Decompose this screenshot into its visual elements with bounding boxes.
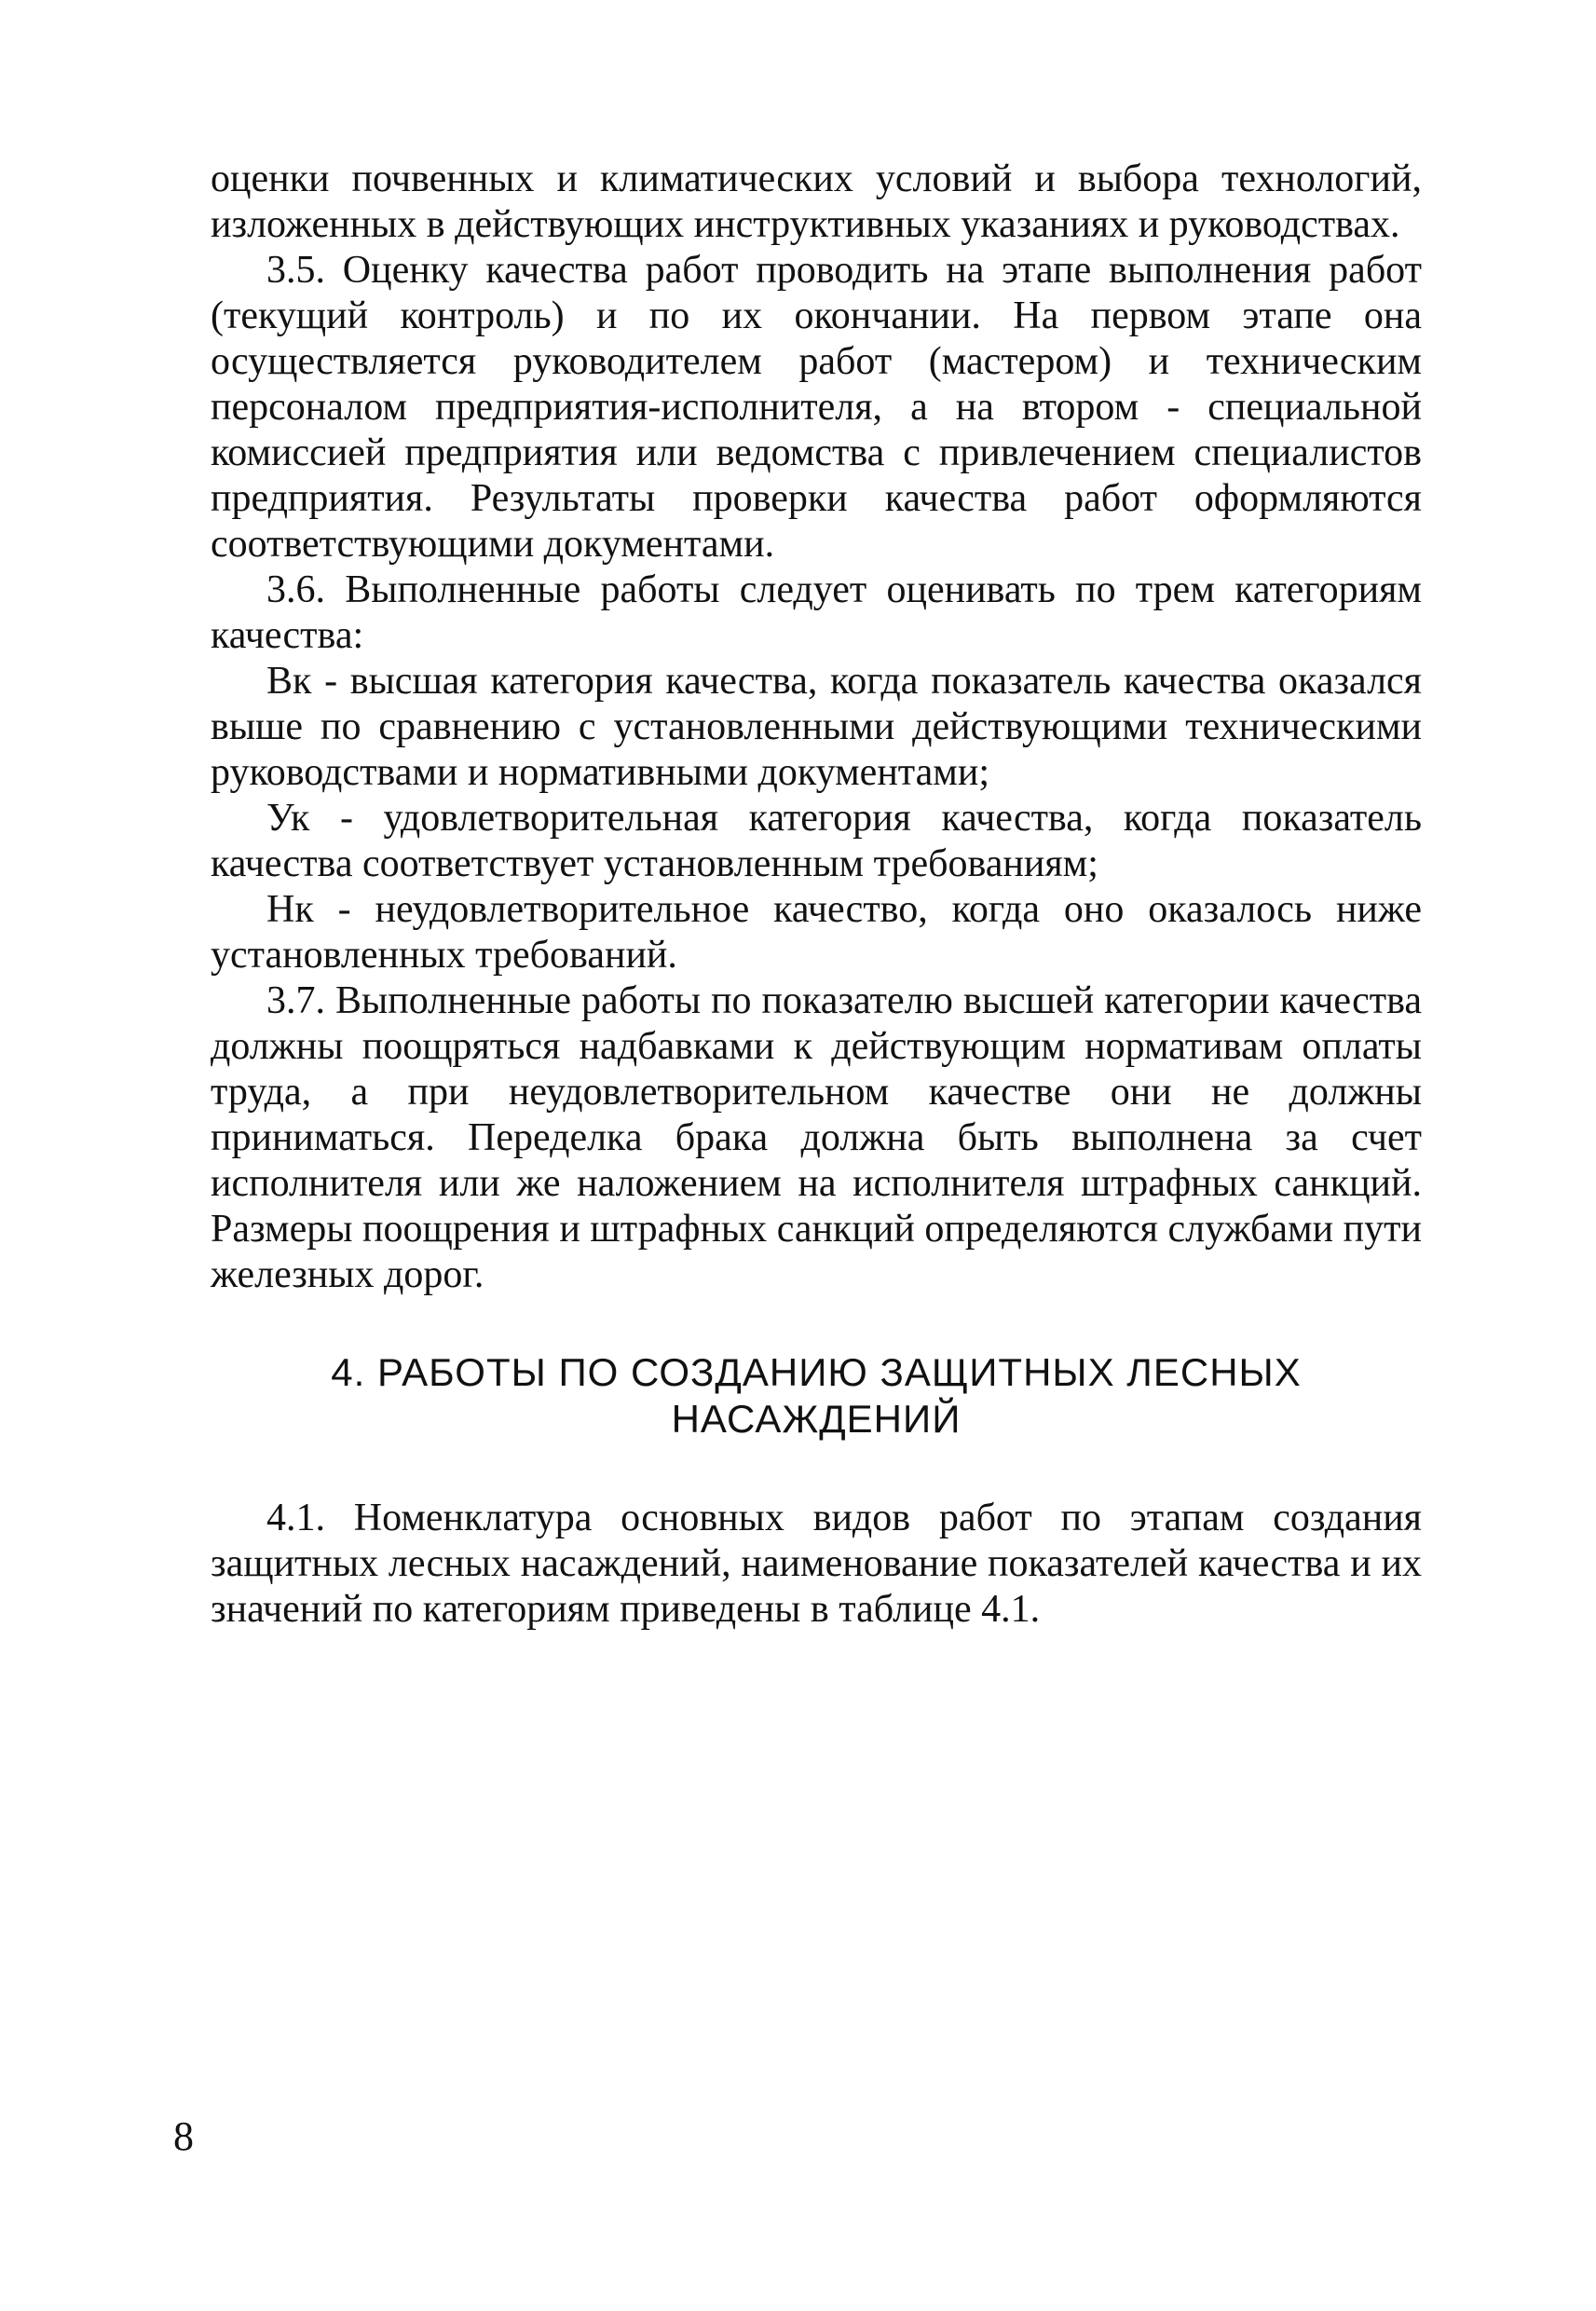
section-heading	[211, 1349, 1422, 1443]
page-number: 8	[173, 2113, 194, 2159]
paragraph-3-6: 3.6. Выполненные работы следует оценивать по трем категориям качества:	[211, 568, 1422, 657]
section-heading-line-1: 4. РАБОТЫ ПО СОЗДАНИЮ ЗАЩИТНЫХ ЛЕСНЫХ	[331, 1350, 1302, 1394]
paragraph-continuation: оценки почвенных и климатических условий и выбора технологий, изложенных в действующих инструктивных указаниях и руководствах.	[211, 157, 1422, 246]
section-heading-line-2: НАСАЖДЕНИЙ	[671, 1397, 962, 1441]
paragraph-category-vk: Вк - высшая категория качества, когда показатель качества оказался выше по сравнению с установленными действующими техническими руководствами и нормативными документами;	[211, 660, 1422, 794]
paragraph-category-nk: Нк - неудовлетворительное качество, когда оно оказалось ниже установленных требований.	[211, 888, 1422, 977]
paragraph-4-1: 4.1. Номенклатура основных видов работ по этапам создания защитных лесных насаждений, наименование показателей качества и их значений по категориям приведены в таблице 4.1.	[211, 1497, 1422, 1631]
paragraph-category-uk: Ук - удовлетворительная категория качества, когда показатель качества соответствует установленным требованиям;	[211, 797, 1422, 885]
paragraph-3-7: 3.7. Выполненные работы по показателю высшей категории качества должны поощряться надбавками к действующим нормативам оплаты труда, а при неудовлетворительном качестве они не должны приниматься. Переделка брака должна быть выполнена за счет исполнителя или же наложением на исполнителя штрафных санкций. Размеры поощрения и штрафных санкций определяются службами пути железных дорог.	[211, 979, 1422, 1296]
paragraph-3-5: 3.5. Оценку качества работ проводить на этапе выполнения работ (текущий контроль) и по их окончании. На первом этапе она осуществляется руководителем работ (мастером) и техническим персоналом предприятия-исполнителя, а на втором - специальной комиссией предприятия или ведомства с привлечением специалистов предприятия. Результаты проверки качества работ оформляются соответствующими документами.	[211, 249, 1422, 566]
page-body	[211, 157, 1422, 1633]
